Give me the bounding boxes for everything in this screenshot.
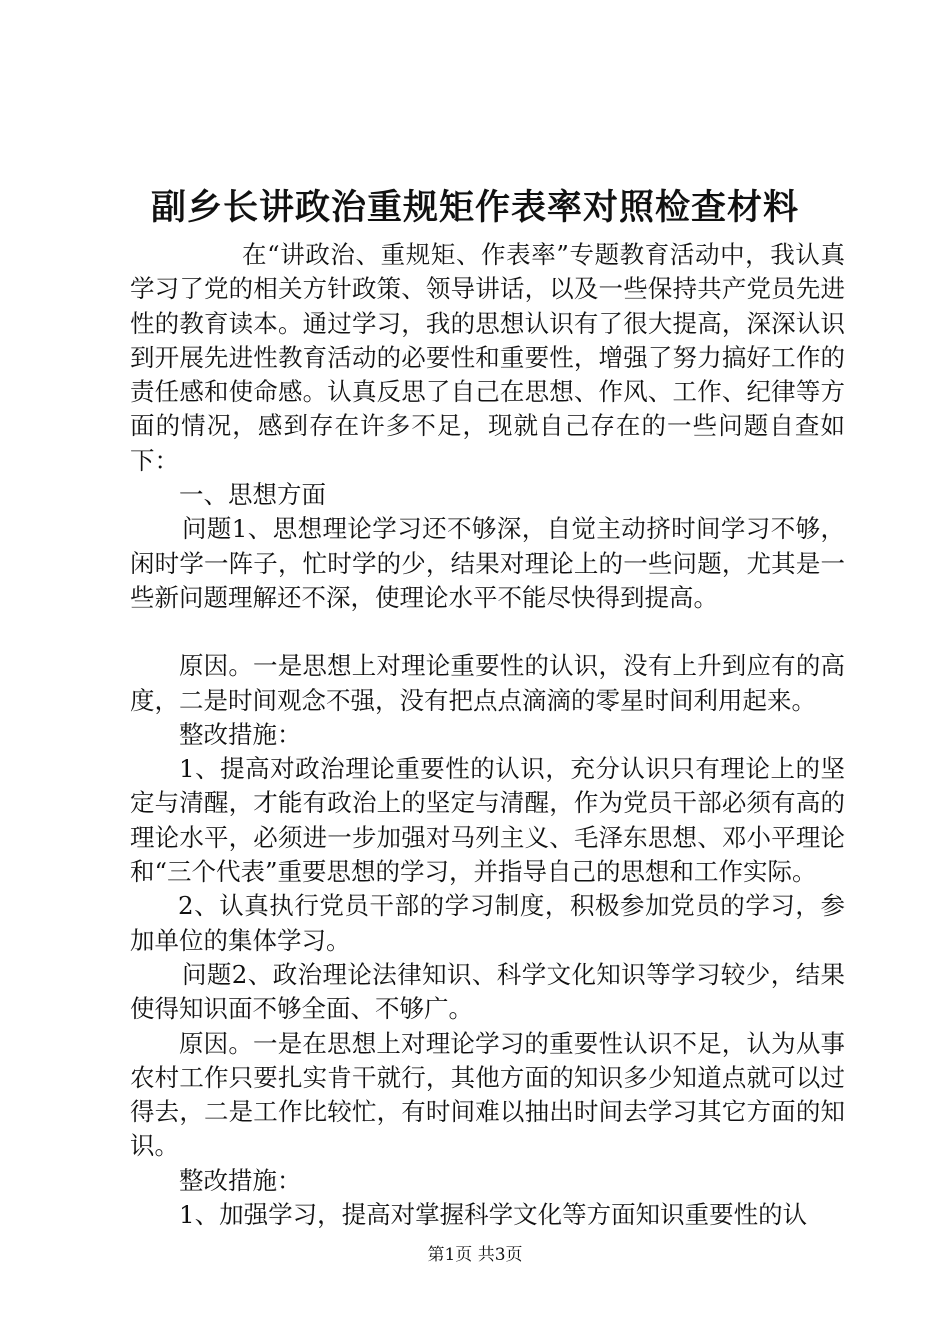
paragraph-spacer [130,615,845,649]
measure-1-2-paragraph: 2、认真执行党员干部的学习制度，积极参加党员的学习，参加单位的集体学习。 [130,891,845,955]
section-heading-thought: 一、思想方面 [179,480,326,510]
rectification-heading-2: 整改措施： [179,1165,302,1195]
measure-2-1-paragraph: 1、加强学习，提高对掌握科学文化等方面知识重要性的认 [179,1200,808,1230]
cause-2-paragraph: 原因。一是在思想上对理论学习的重要性认识不足，认为从事农村工作只要扎实肯干就行，其他方面的知识多少知道点就可以过得去，二是工作比较忙，有时间难以抽出时间去学习其它方面的知识。 [130,1028,845,1161]
problem-2-paragraph: 问题2、政治理论法律知识、科学文化知识等学习较少，结果使得知识面不够全面、不够广。 [130,959,845,1024]
measure-1-1-paragraph: 1、提高对政治理论重要性的认识，充分认识只有理论上的坚定与清醒，才能有政治上的坚定与清醒，作为党员干部必须有高的理论水平，必须进一步加强对马列主义、毛泽东思想、邓小平理论和“三个代表”重要思想的学习，并指导自己的思想和工作实际。 [130,754,845,887]
page-footer: 第1页 共3页 [427,1245,523,1265]
problem-1-paragraph: 问题1、思想理论学习还不够深，自觉主动挤时间学习不够，闲时学一阵子，忙时学的少，结果对理论上的一些问题，尤其是一些新问题理解还不深，使理论水平不能尽快得到提高。 [130,514,845,612]
intro-paragraph: 在“讲政治、重规矩、作表率”专题教育活动中，我认真学习了党的相关方针政策、领导讲话，以及一些保持共产党员先进性的教育读本。通过学习，我的思想认识有了很大提高，深深认识到开展先进性教育活动的必要性和重要性，增强了努力搞好工作的责任感和使命感。认真反思了自己在思想、作风、工作、纪律等方面的情况，感到存在许多不足，现就自己存在的一些问题自查如下： [130,240,845,475]
document-body [130,238,845,1232]
rectification-heading-1: 整改措施： [179,719,302,749]
cause-1-paragraph: 原因。一是思想上对理论重要性的认识，没有上升到应有的高度，二是时间观念不强，没有把点点滴滴的零星时间利用起来。 [130,651,845,715]
document-title: 副乡长讲政治重规矩作表率对照检查材料 [150,188,799,228]
